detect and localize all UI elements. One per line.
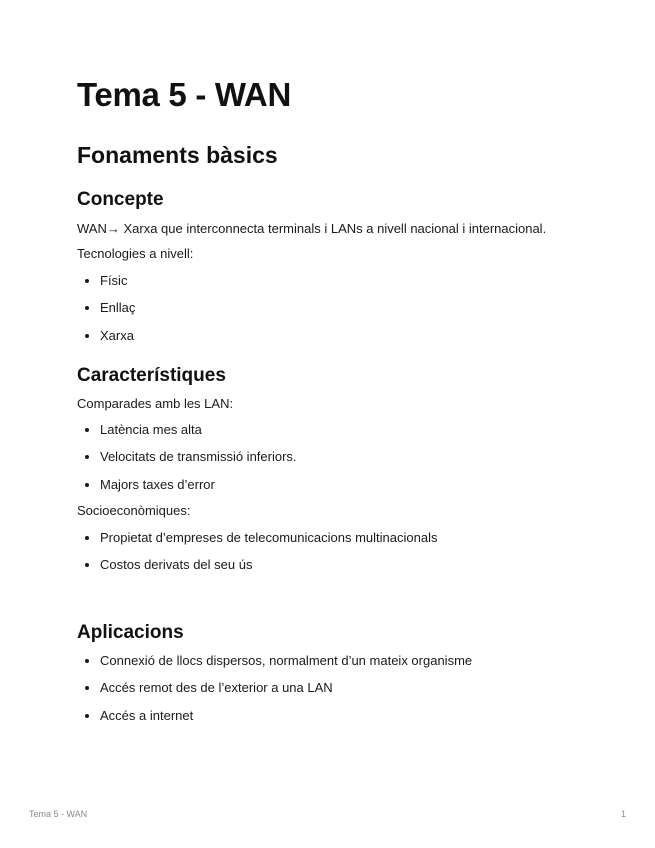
footer-title: Tema 5 - WAN	[29, 809, 88, 819]
document-title: Tema 5 - WAN	[77, 76, 291, 113]
bullet-icon	[85, 334, 89, 338]
tech-levels-list	[77, 273, 135, 355]
page-number: 1	[620, 809, 626, 819]
bullet-icon	[85, 659, 89, 663]
bullet-icon	[85, 686, 89, 690]
subheading-aplicacions: Aplicacions	[77, 622, 184, 643]
list-item: Accés a internet	[77, 708, 472, 735]
socioeconomic-list	[77, 530, 437, 585]
bullet-icon	[85, 279, 89, 283]
bullet-icon	[85, 455, 89, 459]
bullet-icon	[85, 714, 89, 718]
list-item: Enllaç	[77, 300, 135, 327]
socioeconomic-intro: Socioeconòmiques:	[77, 503, 191, 518]
bullet-icon	[85, 306, 89, 310]
bullet-icon	[85, 563, 89, 567]
list-item: Costos derivats del seu ús	[77, 557, 437, 584]
list-item: Xarxa	[77, 328, 135, 355]
list-item: Velocitats de transmissió inferiors.	[77, 449, 297, 476]
subheading-concepte: Concepte	[77, 189, 164, 210]
list-item: Latència mes alta	[77, 422, 297, 449]
bullet-icon	[85, 536, 89, 540]
section-heading-fonaments: Fonaments bàsics	[77, 142, 278, 168]
bullet-icon	[85, 428, 89, 432]
lan-comparison-list	[77, 422, 297, 504]
list-item: Propietat d’empreses de telecomunicacions multinacionals	[77, 530, 437, 557]
bullet-icon	[85, 483, 89, 487]
list-item: Accés remot des de l’exterior a una LAN	[77, 680, 472, 707]
wan-definition: WAN→ Xarxa que interconnecta terminals i LANs a nivell nacional i internacional.	[77, 221, 547, 236]
list-item: Majors taxes d’error	[77, 477, 297, 504]
applications-list	[77, 653, 472, 735]
lan-comparison-intro: Comparades amb les LAN:	[77, 396, 234, 411]
list-item: Físic	[77, 273, 135, 300]
list-item: Connexió de llocs dispersos, normalment d’un mateix organisme	[77, 653, 472, 680]
subheading-caracteristiques: Característiques	[77, 365, 226, 386]
tech-levels-intro: Tecnologies a nivell:	[77, 246, 194, 261]
